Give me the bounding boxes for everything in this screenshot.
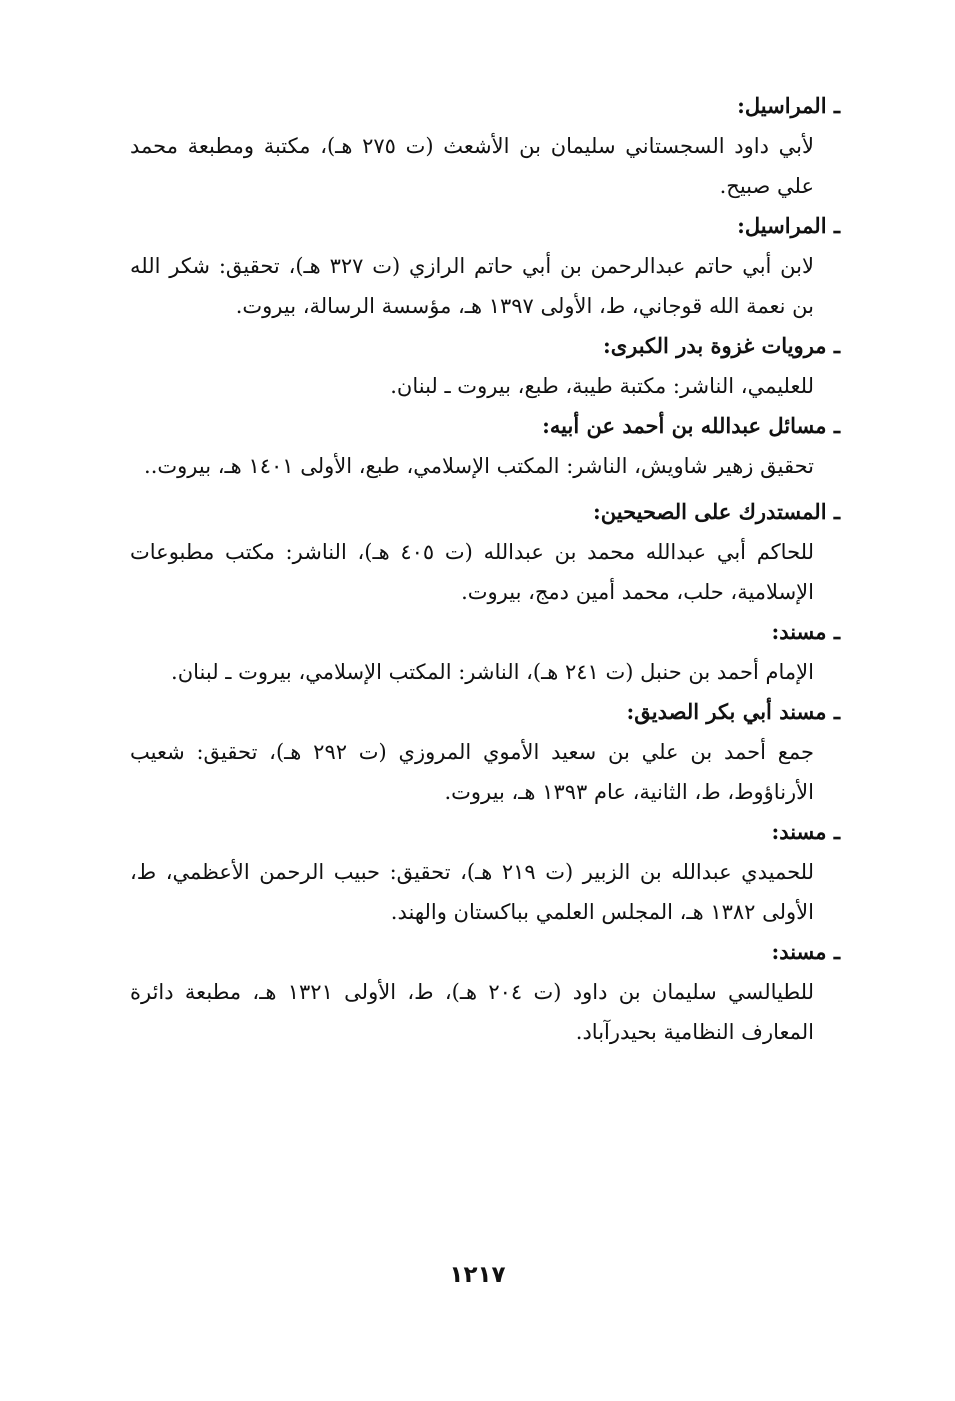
- bibliography-entry: [130, 812, 840, 932]
- entry-body: تحقيق زهير شاويش، الناشر: المكتب الإسلامي، طبع، الأولى ١٤٠١ هـ، بيروت..: [144, 454, 814, 478]
- entry-title: ـ مسند:: [771, 939, 840, 964]
- entry-body: الإمام أحمد بن حنبل (ت ٢٤١ هـ)، الناشر: المكتب الإسلامي، بيروت ـ لبنان.: [171, 660, 814, 684]
- entry-body: للطيالسي سليمان بن داود (ت ٢٠٤ هـ)، ط، الأولى ١٣٢١ هـ، مطبعة دائرة المعارف النظامية بحيدرآباد.: [130, 980, 814, 1044]
- bibliography-page: [130, 86, 840, 1052]
- bibliography-entry: [130, 492, 840, 612]
- bibliography-entry: [130, 932, 840, 1052]
- entry-title: ـ المراسيل:: [737, 93, 840, 118]
- bibliography-entry: [130, 612, 840, 692]
- entry-body: للحميدي عبدالله بن الزبير (ت ٢١٩ هـ)، تحقيق: حبيب الرحمن الأعظمي، ط، الأولى ١٣٨٢ هـ، المجلس العلمي بباكستان والهند.: [130, 860, 814, 924]
- entry-title: ـ مسند أبي بكر الصديق:: [626, 699, 840, 724]
- entry-body: لأبي داود السجستاني سليمان بن الأشعث (ت ٢٧٥ هـ)، مكتبة ومطبعة محمد علي صبيح.: [130, 134, 814, 198]
- bibliography-entry: [130, 692, 840, 812]
- entry-title: ـ مسند:: [771, 819, 840, 844]
- bibliography-entry: [130, 406, 840, 486]
- bibliography-entry: [130, 86, 840, 206]
- bibliography-entry: [130, 326, 840, 406]
- entry-body: للحاكم أبي عبدالله محمد بن عبدالله (ت ٤٠٥ هـ)، الناشر: مكتب مطبوعات الإسلامية، حلب، محمد أمين دمج، بيروت.: [130, 540, 814, 604]
- entry-body: لابن أبي حاتم عبدالرحمن بن أبي حاتم الرازي (ت ٣٢٧ هـ)، تحقيق: شكر الله بن نعمة الله قوجاني، ط، الأولى ١٣٩٧ هـ، مؤسسة الرسالة، بيروت.: [130, 254, 814, 318]
- bibliography-entry: [130, 206, 840, 326]
- page-number: ١٢١٧: [449, 1262, 506, 1288]
- entry-title: ـ المراسيل:: [737, 213, 840, 238]
- entry-body: جمع أحمد بن علي بن سعيد الأموي المروزي (ت ٢٩٢ هـ)، تحقيق: شعيب الأرناؤوط، ط، الثانية، عام ١٣٩٣ هـ، بيروت.: [130, 740, 815, 804]
- entry-body: للعليمي، الناشر: مكتبة طيبة، طبع، بيروت ـ لبنان.: [390, 374, 814, 398]
- entry-title: ـ مسائل عبدالله بن أحمد عن أبيه:: [542, 413, 840, 438]
- entry-title: ـ مسند:: [771, 619, 840, 644]
- entry-title: ـ مرويات غزوة بدر الكبرى:: [602, 333, 840, 358]
- entry-title: ـ المستدرك على الصحيحين:: [593, 499, 840, 524]
